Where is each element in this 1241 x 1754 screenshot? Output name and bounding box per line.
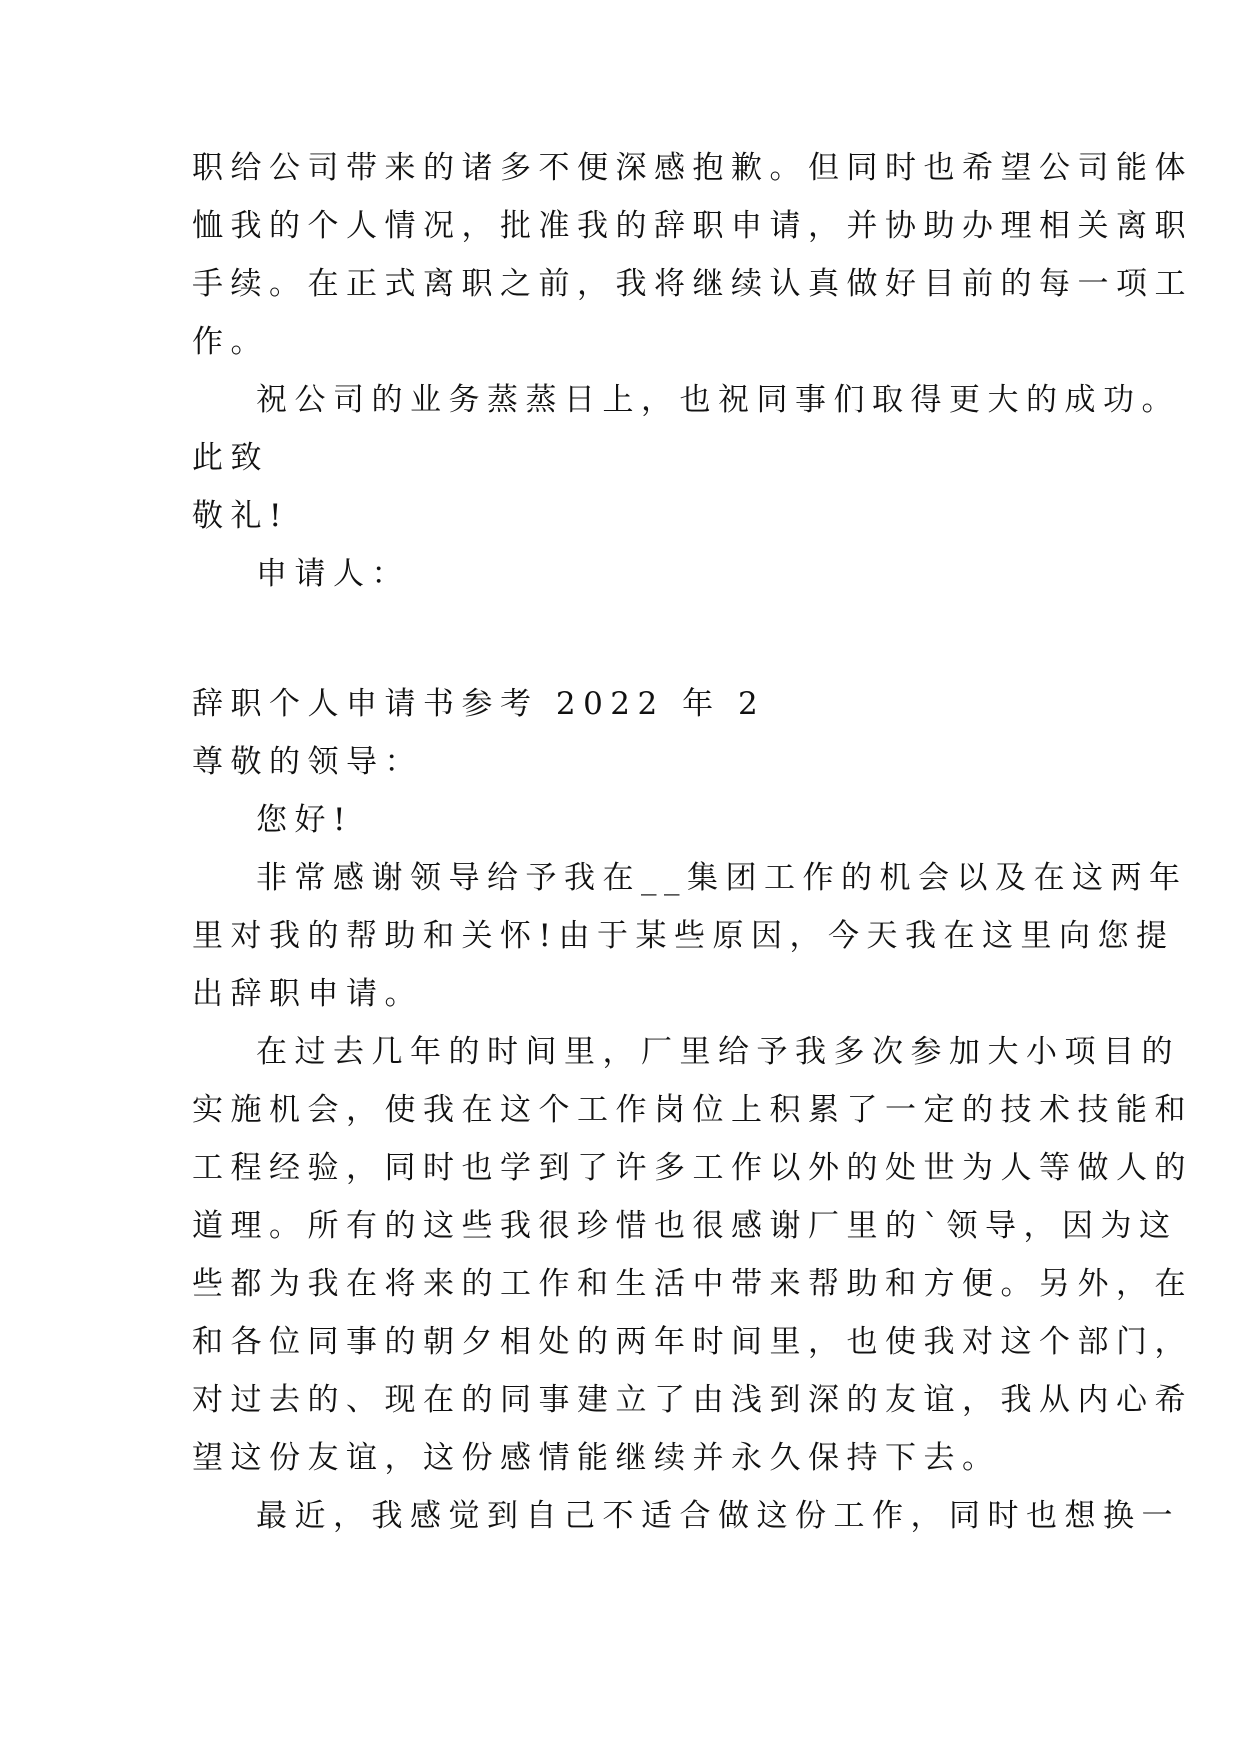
paragraph-line: 对过去的、现在的同事建立了由浅到深的友谊，我从内心希 [192,1382,1193,1418]
salutation-line: 敬礼! [192,498,289,534]
paragraph-line: 非常感谢领导给予我在__集团工作的机会以及在这两年 [256,860,1188,896]
paragraph-line: 作。 [192,324,269,360]
paragraph-line: 手续。在正式离职之前，我将继续认真做好目前的每一项工 [192,266,1193,302]
paragraph-line: 最近，我感觉到自己不适合做这份工作，同时也想换一 [256,1498,1180,1534]
paragraph-line: 出辞职申请。 [192,976,423,1012]
paragraph-line: 恤我的个人情况，批准我的辞职申请，并协助办理相关离职 [192,208,1193,244]
paragraph-line: 在过去几年的时间里，厂里给予我多次参加大小项目的 [256,1034,1180,1070]
paragraph-line: 道理。所有的这些我很珍惜也很感谢厂里的`领导，因为这 [192,1208,1178,1244]
paragraph-line: 实施机会，使我在这个工作岗位上积累了一定的技术技能和 [192,1092,1193,1128]
section-title: 辞职个人申请书参考 2022 年 2 [192,686,766,722]
greeting-line: 尊敬的领导： [192,744,423,780]
paragraph-line: 望这份友谊，这份感情能继续并永久保持下去。 [192,1440,1001,1476]
salutation-line: 此致 [192,440,269,476]
closing-wish-line: 祝公司的业务蒸蒸日上，也祝同事们取得更大的成功。 [256,382,1180,418]
paragraph-line: 工程经验，同时也学到了许多工作以外的处世为人等做人的 [192,1150,1193,1186]
second-letter [192,675,1193,1545]
applicant-label: 申请人： [256,556,410,592]
paragraph-line: 和各位同事的朝夕相处的两年时间里，也使我对这个部门， [192,1324,1193,1360]
greeting-line: 您好! [256,802,353,838]
paragraph-line: 里对我的帮助和关怀!由于某些原因，今天我在这里向您提 [192,918,1175,954]
paragraph-line: 些都为我在将来的工作和生活中带来帮助和方便。另外，在 [192,1266,1193,1302]
letter-continuation [192,139,1193,603]
paragraph-line: 职给公司带来的诸多不便深感抱歉。但同时也希望公司能体 [192,150,1193,186]
